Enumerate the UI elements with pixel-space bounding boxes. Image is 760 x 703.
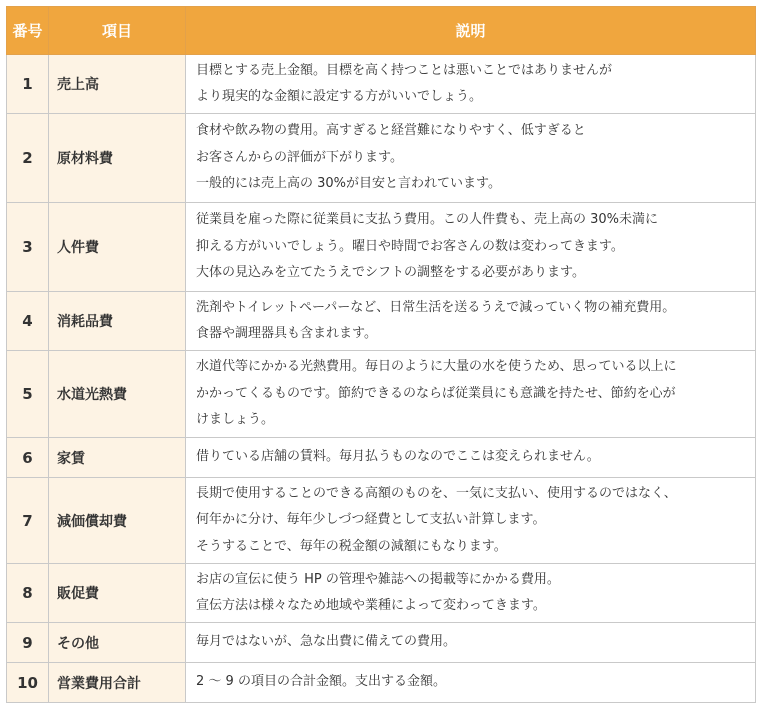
header-item: 項目	[49, 7, 186, 55]
description-line: 従業員を雇った際に従業員に支払う費用。この人件費も、売上高の 30%未満に	[196, 212, 659, 228]
row-item: その他	[49, 623, 186, 663]
row-number: 3	[7, 203, 49, 292]
description-line: 抑える方がいいでしょう。曜日や時間でお客さんの数は変わってきます。	[196, 238, 624, 254]
row-item: 販促費	[49, 564, 186, 623]
table-row	[7, 564, 756, 623]
description-line: 一般的には売上高の 30%が目安と言われています。	[196, 176, 501, 192]
description-line: 何年かに分け、毎年少しづつ経費として支払い計算します。	[196, 512, 546, 528]
row-number: 2	[7, 114, 49, 203]
row-description	[186, 203, 756, 292]
description-line: 食器や調理器具も含まれます。	[196, 326, 377, 341]
row-number: 9	[7, 623, 49, 663]
table-row	[7, 663, 756, 703]
row-number: 8	[7, 564, 49, 623]
row-description	[186, 623, 756, 663]
table-row	[7, 292, 756, 351]
description-line: 2 ～ 9 の項目の合計金額。支出する金額。	[196, 674, 446, 690]
row-item: 家賃	[49, 438, 186, 478]
description-line: お客さんからの評価が下がります。	[196, 149, 403, 165]
table-row	[7, 478, 756, 564]
row-description	[186, 663, 756, 703]
description-line: 目標とする売上金額。目標を高く持つことは悪いことではありませんが	[196, 62, 613, 78]
row-description	[186, 438, 756, 478]
description-line: かかってくるものです。節約できるのならば従業員にも意識を持たせ、節約を心が	[196, 385, 676, 401]
row-description	[186, 292, 756, 351]
row-description	[186, 114, 756, 203]
row-number: 1	[7, 55, 49, 114]
row-description	[186, 564, 756, 623]
header-number: 番号	[7, 7, 49, 55]
table-row	[7, 114, 756, 203]
row-item: 売上高	[49, 55, 186, 114]
description-line: お店の宣伝に使う HP の管理や雑誌への掲載等にかかる費用。	[196, 571, 560, 587]
table-row	[7, 438, 756, 478]
description-line: 借りている店舗の賃料。毎月払うものなのでここは変えられません。	[196, 449, 600, 465]
row-item: 営業費用合計	[49, 663, 186, 703]
table-row	[7, 55, 756, 114]
row-description	[186, 351, 756, 438]
row-item: 消耗品費	[49, 292, 186, 351]
description-line: 洗剤やトイレットペーパーなど、日常生活を送るうえで減っていく物の補充費用。	[196, 299, 676, 315]
description-line: 宣伝方法は様々なため地域や業種によって変わってきます。	[196, 598, 546, 613]
row-number: 7	[7, 478, 49, 564]
row-number: 6	[7, 438, 49, 478]
description-line: 長期で使用することのできる高額のものを、一気に支払い、使用するのではなく、	[196, 485, 677, 501]
table-row	[7, 623, 756, 663]
description-line: 食材や飲み物の費用。高すぎると経営難になりやすく、低すぎると	[196, 123, 586, 139]
description-line: そうすることで、毎年の税金額の減額にもなります。	[196, 538, 507, 554]
header-description: 説明	[186, 7, 756, 55]
row-description	[186, 478, 756, 564]
description-line: けましょう。	[196, 412, 275, 428]
row-item: 減価償却費	[49, 478, 186, 564]
table-row	[7, 351, 756, 438]
header-row	[7, 7, 756, 55]
description-line: 水道代等にかかる光熱費用。毎日のように大量の水を使うため、思っている以上に	[196, 359, 677, 375]
description-line: 大体の見込みを立てたうえでシフトの調整をする必要があります。	[196, 265, 585, 281]
row-item: 人件費	[49, 203, 186, 292]
row-number: 4	[7, 292, 49, 351]
table-row	[7, 203, 756, 292]
row-number: 10	[7, 663, 49, 703]
expense-table	[6, 6, 756, 703]
row-number: 5	[7, 351, 49, 438]
description-line: 毎月ではないが、急な出費に備えての費用。	[196, 634, 457, 650]
row-item: 水道光熱費	[49, 351, 186, 438]
row-item: 原材料費	[49, 114, 186, 203]
row-description	[186, 55, 756, 114]
description-line: より現実的な金額に設定する方がいいでしょう。	[196, 89, 483, 104]
